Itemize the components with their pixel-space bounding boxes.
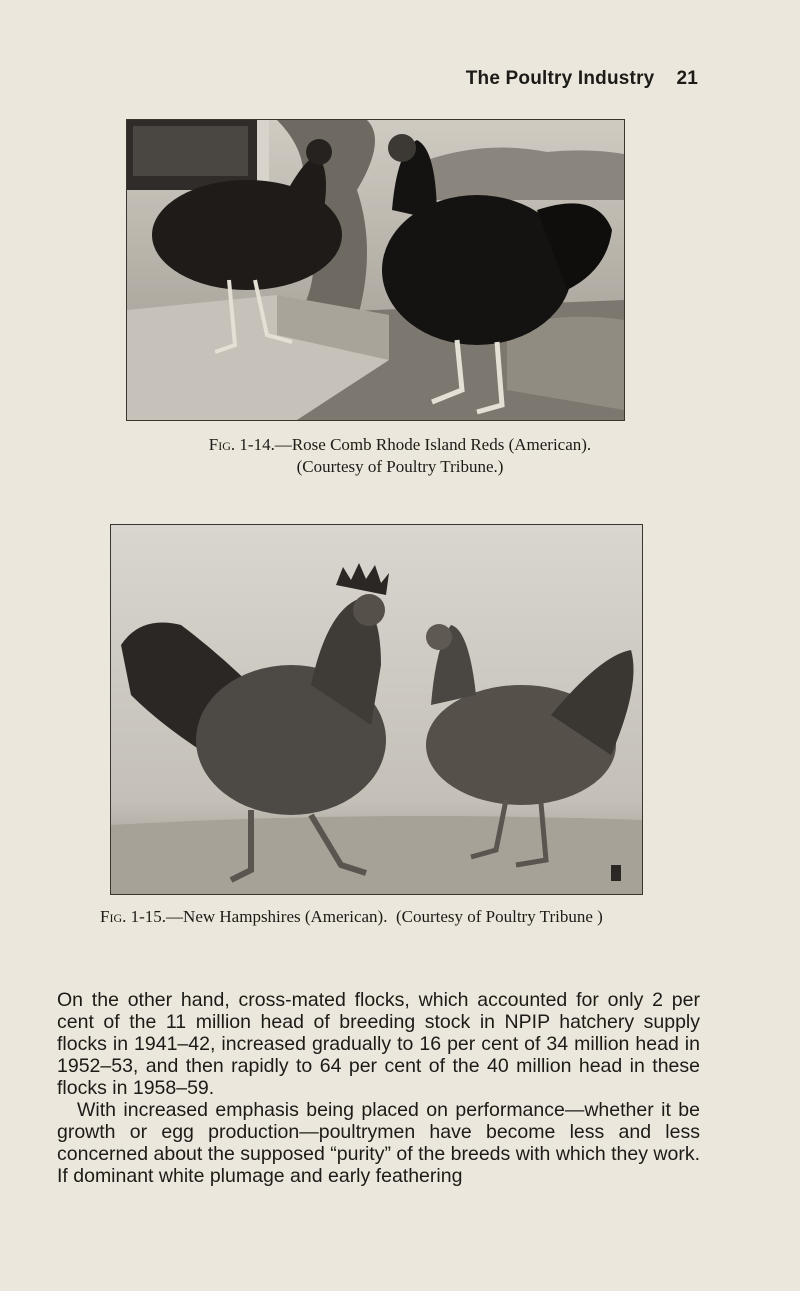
body-paragraph-2: With increased emphasis being placed on performance—whether it be growth or egg production—poultrymen have become less and less concerned about the supposed “purity” of the breeds with which they work. If dominant white plumage and early feathering — [57, 1099, 700, 1187]
figure-1-14-credit: (Courtesy of Poultry Tribune.) — [296, 457, 504, 476]
rhode-island-reds-illustration — [127, 120, 624, 420]
figure-1-15-caption-text: —New Hampshires (American). (Courtesy of Poultry Tribune ) — [166, 907, 603, 926]
new-hampshires-illustration — [111, 525, 642, 894]
figure-1-14-photo — [126, 119, 625, 421]
figure-1-15-label: Fig. — [100, 907, 127, 926]
figure-1-15-photo — [110, 524, 643, 895]
body-paragraph-1: On the other hand, cross-mated flocks, which accounted for only 2 per cent of the 11 million head of breeding stock in NPIP hatchery supply flocks in 1941–42, increased gradually to 16 per cent of 34 million head in 1952–53, and then rapidly to 64 per cent of the 40 million head in these flocks in 1958–59. — [57, 989, 700, 1099]
figure-1-14-caption-text: —Rose Comb Rhode Island Reds (American). — [274, 435, 592, 454]
figure-1-14-label: Fig. — [208, 435, 236, 454]
running-head-title: The Poultry Industry — [465, 68, 655, 89]
figure-1-14-caption-line — [0, 434, 800, 456]
figure-1-14-caption — [0, 434, 800, 478]
running-head — [0, 68, 698, 90]
page-number: 21 — [676, 68, 698, 89]
figure-1-15-number: 1-15. — [130, 907, 167, 926]
figure-1-14-number: 1-14. — [239, 435, 275, 454]
figure-1-15-caption — [100, 906, 720, 928]
